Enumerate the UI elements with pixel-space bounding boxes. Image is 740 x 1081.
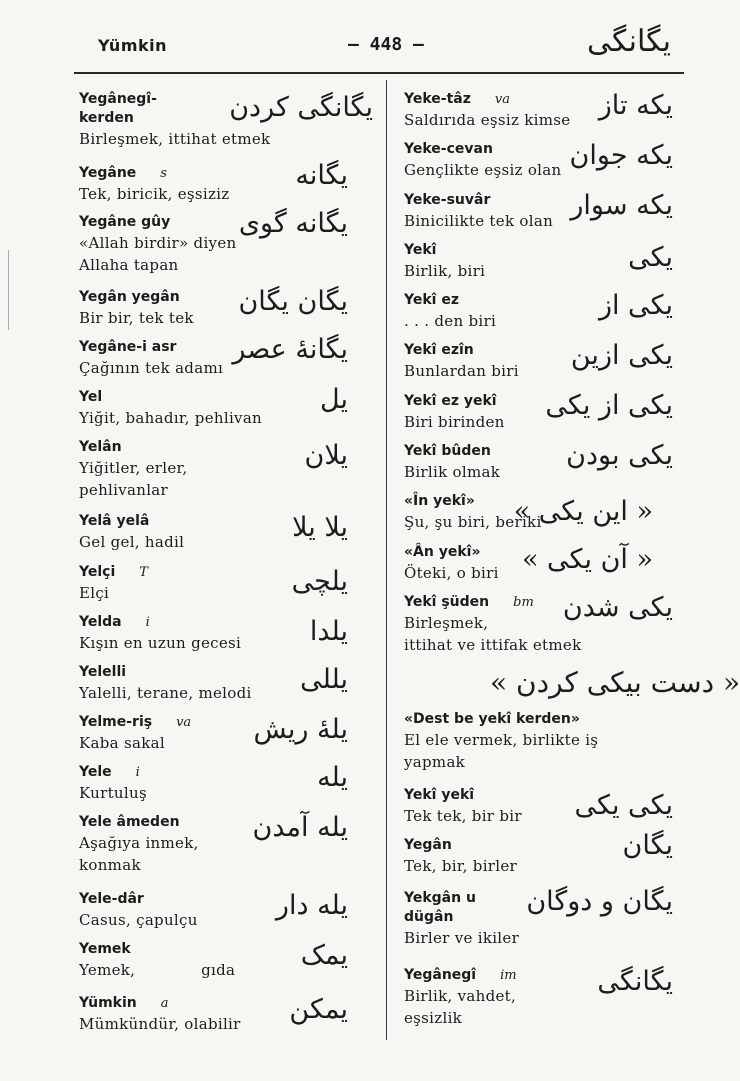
definition: Çağının tek adamı — [79, 359, 224, 377]
page-header — [0, 0, 713, 70]
definition: Birler ve ikiler — [404, 929, 520, 947]
definition: konmak — [79, 856, 141, 874]
headword: Yele-dâr — [79, 891, 144, 907]
arabic-term: یل — [320, 384, 348, 415]
page-edge-mark — [8, 250, 9, 330]
headword: Yekî şüden — [404, 594, 490, 610]
headword: Yümkin — [79, 995, 137, 1011]
headword: Yeke-suvâr — [404, 192, 491, 208]
entry-yelme-ris — [79, 713, 191, 754]
entry-yegane — [79, 164, 230, 205]
definition: eşsizlik — [404, 1009, 463, 1027]
entry-yegane-i-asr — [79, 338, 223, 379]
definition: Yiğit, bahadır, pehlivan — [79, 409, 263, 427]
arabic-term: یکی از یکی — [545, 390, 673, 421]
entry-yeke-suvar — [404, 191, 553, 232]
headword: Yekgân u — [404, 890, 476, 906]
entry-yeke-taz — [404, 90, 570, 131]
entry-yelda — [79, 613, 241, 654]
definition: Tek, bir, birler — [404, 857, 518, 875]
definition: Birleşmek, ittihat etmek — [79, 130, 271, 148]
headword: Yekî bûden — [404, 443, 491, 459]
column-divider — [386, 80, 387, 1040]
entry-yele — [79, 763, 147, 804]
headword: Yelân — [79, 439, 122, 455]
entry-yegane-guy — [79, 213, 236, 276]
entry-yelelli — [79, 663, 252, 704]
definition: Tek, biricik, eşsiziz — [79, 185, 230, 203]
entry-yeki — [404, 241, 485, 282]
headword: Yekî yekî — [404, 787, 475, 803]
headword: Yegâne-i asr — [79, 339, 177, 355]
pos-tag: a — [160, 996, 169, 1011]
headword: «În yekî» — [404, 493, 475, 509]
definition: Mümkündür, olabilir — [79, 1015, 241, 1033]
definition: Şu, şu biri, beriki — [404, 513, 542, 531]
definition: Bir bir, tek tek — [79, 309, 194, 327]
definition: Casus, çapulçu — [79, 911, 198, 929]
arabic-term: یکه تاز — [598, 90, 673, 121]
headword: «Dest be yekî kerden» — [404, 711, 580, 727]
arabic-term: یله آمدن — [252, 812, 348, 843]
pos-tag: im — [500, 968, 517, 983]
pos-tag: s — [160, 166, 167, 181]
headword: Yekî ez yekî — [404, 393, 497, 409]
definition: Birlik, vahdet, — [404, 987, 517, 1005]
headword: Yekî ezîn — [404, 342, 474, 358]
pos-tag: va — [494, 92, 510, 107]
entry-yeki-buden — [404, 442, 500, 483]
entry-yelci — [79, 563, 148, 604]
headword: Yele âmeden — [79, 814, 180, 830]
arabic-term: یکه جوان — [569, 140, 673, 171]
headword: Yegânegî- — [79, 91, 157, 107]
pos-tag: i — [135, 765, 140, 780]
entry-yele-dar — [79, 890, 198, 931]
arabic-term: یلان — [304, 440, 348, 471]
arabic-term: یگانه — [295, 160, 348, 191]
headword: Yeke-cevan — [404, 141, 493, 157]
headword: Yegâne gûy — [79, 214, 171, 230]
arabic-term: یکی شدن — [562, 592, 673, 623]
headword: Yeke-tâz — [404, 91, 471, 107]
arabic-phrase-dest-be-yeki: « دست بیکی کردن » — [490, 666, 740, 699]
arabic-term: یگانگی — [597, 966, 673, 997]
definition: Kışın en uzun gecesi — [79, 634, 242, 652]
definition: Gençlikte eşsiz olan — [404, 161, 562, 179]
entry-yela-yela — [79, 512, 184, 553]
arabic-term: « این یکی » — [513, 496, 653, 527]
arabic-term: یمکن — [289, 994, 348, 1025]
arabic-term: یگانگی کردن — [229, 92, 373, 123]
arabic-term: یکی از — [598, 290, 673, 321]
entry-yeki-yeki — [404, 786, 522, 827]
arabic-term: یکی بودن — [566, 440, 673, 471]
pos-tag: va — [176, 715, 192, 730]
arabic-term: یلدا — [309, 616, 348, 647]
definition: Binicilikte tek olan — [404, 212, 554, 230]
entry-an-yeki — [404, 543, 499, 584]
headword: Yel — [79, 389, 103, 405]
arabic-term: یله دار — [275, 890, 348, 921]
headword: Yegân — [404, 837, 452, 853]
definition: Biri birinden — [404, 413, 505, 431]
definition: Saldırıda eşsiz kimse — [404, 111, 571, 129]
guide-word: Yümkin — [98, 36, 167, 55]
pos-tag: bm — [513, 595, 534, 610]
arabic-term: یمک — [300, 940, 348, 971]
headword: Yegân yegân — [79, 289, 180, 305]
entry-yegan-yegan — [79, 288, 194, 329]
arabic-term: یلا یلا — [292, 512, 348, 543]
definition: Yiğitler, erler, — [79, 459, 188, 477]
entry-yeki-ez — [404, 291, 496, 332]
entry-yemek — [79, 940, 235, 981]
arabic-term: یگانه گوی — [238, 208, 348, 239]
definition: «Allah birdir» diyen — [79, 234, 237, 252]
arabic-term: یگان یگان — [238, 286, 348, 317]
arabic-term: یله — [317, 762, 348, 793]
headword: Yelelli — [79, 664, 127, 680]
arabic-term: یکه سوار — [570, 190, 673, 221]
headword-cont: kerden — [79, 110, 134, 126]
headword: Yekî ez — [404, 292, 459, 308]
entry-yele-ameden — [79, 813, 199, 876]
headword: Yekî — [404, 242, 437, 258]
headword: Yelâ yelâ — [79, 513, 150, 529]
arabic-term: یکی یکی — [574, 790, 673, 821]
definition: Gel gel, hadil — [79, 533, 185, 551]
pos-tag: i — [145, 615, 150, 630]
entry-yeki-suden — [404, 593, 581, 656]
definition: Bunlardan biri — [404, 362, 519, 380]
entry-yekgan-u-dugan — [404, 889, 519, 949]
definition: Birlik, biri — [404, 262, 486, 280]
headword: «Ân yekî» — [404, 544, 481, 560]
arabic-term: یگان و دوگان — [526, 886, 673, 917]
entry-yeki-ez-yeki — [404, 392, 505, 433]
definition: El ele vermek, birlikte iş — [404, 731, 599, 749]
pos-tag: T — [139, 565, 148, 580]
entry-yelan — [79, 438, 187, 501]
definition: Tek tek, bir bir — [404, 807, 522, 825]
definition: . . . den biri — [404, 312, 497, 330]
headword: Yelme-riş — [79, 714, 153, 730]
definition: Birleşmek, — [404, 614, 489, 632]
definition: Yemek, gıda — [79, 961, 236, 979]
definition: Öteki, o biri — [404, 564, 499, 582]
headword-cont: dügân — [404, 909, 454, 925]
header-rule — [74, 72, 684, 74]
headword: Yele — [79, 764, 112, 780]
entry-yegan — [404, 836, 517, 877]
arabic-term: یللی — [300, 664, 348, 695]
definition: Elçi — [79, 584, 110, 602]
arabic-term: یگان — [622, 830, 673, 861]
definition: Kurtuluş — [79, 784, 147, 802]
definition: Aşağıya inmek, — [79, 834, 199, 852]
arabic-term: یکی — [628, 242, 673, 273]
entry-yel — [79, 388, 262, 429]
definition: Birlik olmak — [404, 463, 501, 481]
headword: Yelçi — [79, 564, 116, 580]
entry-yeki-ezin — [404, 341, 519, 382]
arabic-term: یلهٔ ریش — [253, 714, 348, 745]
arabic-term: « آن یکی » — [521, 544, 653, 575]
entry-dest-be-yeki-kerden — [404, 710, 598, 773]
definition: yapmak — [404, 753, 466, 771]
arabic-term: یکی ازین — [570, 340, 673, 371]
definition: Yalelli, terane, melodi — [79, 684, 252, 702]
definition: pehlivanlar — [79, 481, 169, 499]
definition: Kaba sakal — [79, 734, 165, 752]
headword: Yelda — [79, 614, 122, 630]
definition: ittihat ve ittifak etmek — [404, 636, 582, 654]
headword: Yegânegî — [404, 967, 477, 983]
header-arabic-word: یگانگی — [587, 24, 671, 59]
definition: Allaha tapan — [79, 256, 179, 274]
arabic-term: یلچی — [291, 566, 348, 597]
entry-yeke-cevan — [404, 140, 561, 181]
headword: Yemek — [79, 941, 131, 957]
page-number: — 448 — — [348, 34, 424, 55]
entry-yumkin — [79, 994, 241, 1035]
entry-yeganegi — [404, 966, 517, 1029]
arabic-term: یگانهٔ عصر — [232, 334, 348, 365]
headword: Yegâne — [79, 165, 137, 181]
